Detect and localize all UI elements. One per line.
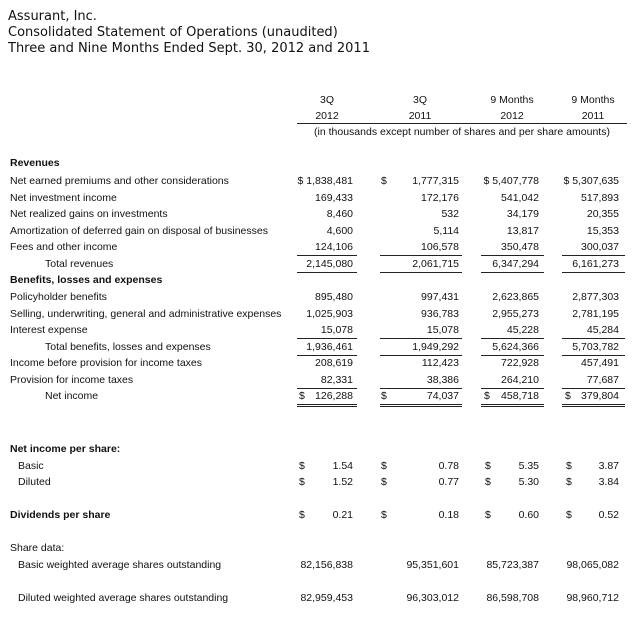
cell-c3: 2,955,273 [492,308,539,320]
eps-heading: Net income per share: [10,443,121,455]
cell-c3: 350,478 [501,241,539,253]
row-label: Net earned premiums and other considerations [10,175,229,187]
cell-c3: 2,623,865 [492,291,539,303]
cell-c3: 5,624,366 [492,341,539,353]
cell-c4: 77,687 [586,374,619,386]
total-rule [562,355,625,356]
cell-c3: 34,179 [506,208,539,220]
subtotal-rule [562,338,625,339]
double-rule [562,404,625,407]
cell-c1: 169,433 [315,192,353,204]
dividends-label: Dividends per share [10,509,111,521]
cell-c1: 82,959,453 [300,592,353,604]
cell-c2: 95,351,601 [406,559,459,571]
subtotal-rule [380,338,462,339]
period-subtitle: Three and Nine Months Ended Sept. 30, 2012 and 2011 [8,41,370,56]
cell-c4: 2,877,303 [572,291,619,303]
cell-c2: 936,783 [421,308,459,320]
subtotal-rule [297,338,357,339]
cell-c1: 2,145,080 [306,258,353,270]
cell-c4: 3.84 [598,476,619,488]
col4-header-top: 9 Months [571,94,615,106]
dollar-sign: $ [566,509,572,521]
cell-c1: $ 1,838,481 [297,175,353,187]
total-rule [297,355,357,356]
cell-c2: 172,176 [421,192,459,204]
subtotal-rule [562,255,625,256]
cell-c3: 45,228 [506,324,539,336]
cell-c1: 0.21 [332,509,353,521]
cell-c3: 5.30 [518,476,539,488]
cell-c2: 96,303,012 [406,592,459,604]
dollar-sign: $ [485,460,491,472]
row-label: Amortization of deferred gain on disposal of businesses [10,225,268,237]
cell-c2: 38,386 [426,374,459,386]
row-label: Policyholder benefits [10,291,107,303]
cell-c2: 0.78 [438,460,459,472]
cell-c4: 517,893 [581,192,619,204]
cell-c2: 112,423 [421,357,459,369]
col3-header-top: 9 Months [490,94,534,106]
row-label: Interest expense [10,324,88,336]
dollar-sign: $ [565,390,571,402]
dollar-sign: $ [381,509,387,521]
cell-c2: 1,777,315 [412,175,459,187]
eps-diluted-label: Diluted [18,476,51,488]
cell-c4: 457,491 [581,357,619,369]
dollar-sign: $ [566,476,572,488]
subtotal-rule [562,388,625,389]
cell-c2: 0.77 [438,476,459,488]
dollar-sign: $ [381,390,387,402]
cell-c2: 997,431 [421,291,459,303]
col3-header-bottom: 2012 [500,110,524,122]
cell-c1: 82,156,838 [300,559,353,571]
cell-c1: 82,331 [320,374,353,386]
basic-shares-label: Basic weighted average shares outstanding [18,559,222,571]
cell-c3: 0.60 [518,509,539,521]
cell-c3: 5.35 [518,460,539,472]
subtotal-rule [380,255,462,256]
subtotal-rule [481,338,544,339]
col4-header-bottom: 2011 [581,110,605,122]
subtotal-rule [297,388,357,389]
cell-c4: 379,804 [581,390,619,402]
statement-title: Consolidated Statement of Operations (unaudited) [8,25,338,40]
cell-c3: 722,928 [501,357,539,369]
cell-c4: 5,703,782 [572,341,619,353]
dollar-sign: $ [299,509,305,521]
cell-c4: 0.52 [598,509,619,521]
subtotal-rule [481,255,544,256]
share-data-heading: Share data: [10,542,65,554]
cell-c4: 45,284 [586,324,619,336]
dollar-sign: $ [485,476,491,488]
total-rule [481,272,544,273]
cell-c1: 126,288 [315,390,353,402]
cell-c3: 13,817 [506,225,539,237]
dollar-sign: $ [484,390,490,402]
row-label: Provision for income taxes [10,374,134,386]
header-rule [297,123,627,124]
cell-c2: 532 [441,208,459,220]
net-income-label: Net income [45,390,99,402]
cell-c4: $ 5,307,635 [563,175,619,187]
cell-c4: 2,781,195 [572,308,619,320]
total-label: Total benefits, losses and expenses [45,341,211,353]
cell-c3: 458,718 [501,390,539,402]
col2-header-top: 3Q [412,94,427,106]
cell-c3: 6,347,294 [492,258,539,270]
cell-c1: 15,078 [320,324,353,336]
total-rule [481,355,544,356]
cell-c2: 106,578 [421,241,459,253]
double-rule [481,404,544,407]
cell-c2: 0.18 [438,509,459,521]
cell-c1: 4,600 [326,225,353,237]
cell-c1: 208,619 [315,357,353,369]
total-rule [562,272,625,273]
revenues-heading: Revenues [10,157,60,169]
cell-c4: 15,353 [586,225,619,237]
cell-c3: 264,210 [501,374,539,386]
cell-c4: 98,960,712 [566,592,619,604]
eps-basic-label: Basic [18,460,44,472]
double-rule [297,404,357,407]
cell-c4: 300,037 [581,241,619,253]
units-note: (in thousands except number of shares and per share amounts) [314,126,610,138]
cell-c1: 1,936,461 [306,341,353,353]
dollar-sign: $ [299,460,305,472]
row-label: Income before provision for income taxes [10,357,203,369]
cell-c3: 85,723,387 [486,559,539,571]
row-label: Net realized gains on investments [10,208,168,220]
cell-c2: 1,949,292 [412,341,459,353]
subtotal-rule [297,255,357,256]
col1-header-bottom: 2012 [315,110,339,122]
cell-c1: 1.54 [332,460,353,472]
cell-c1: 124,106 [315,241,353,253]
dollar-sign: $ [381,175,387,187]
subtotal-rule [481,388,544,389]
cell-c3: 86,598,708 [486,592,539,604]
total-label: Total revenues [45,258,114,270]
total-rule [380,355,462,356]
cell-c2: 5,114 [433,225,459,237]
total-rule [380,272,462,273]
dollar-sign: $ [381,476,387,488]
total-rule [297,272,357,273]
cell-c4: 3.87 [598,460,619,472]
cell-c1: 1,025,903 [306,308,353,320]
col2-header-bottom: 2011 [408,110,432,122]
company-name: Assurant, Inc. [8,9,97,24]
dollar-sign: $ [299,390,305,402]
double-rule [380,404,462,407]
cell-c2: 2,061,715 [412,258,459,270]
benefits-heading: Benefits, losses and expenses [10,274,163,286]
dollar-sign: $ [299,476,305,488]
cell-c3: $ 5,407,778 [483,175,539,187]
col1-header-top: 3Q [319,94,334,106]
cell-c2: 74,037 [426,390,459,402]
row-label: Selling, underwriting, general and administrative expenses [10,308,282,320]
dollar-sign: $ [381,460,387,472]
cell-c4: 6,161,273 [572,258,619,270]
subtotal-rule [380,388,462,389]
dollar-sign: $ [485,509,491,521]
cell-c3: 541,042 [501,192,539,204]
dollar-sign: $ [566,460,572,472]
row-label: Net investment income [10,192,117,204]
cell-c1: 1.52 [332,476,353,488]
cell-c2: 15,078 [426,324,459,336]
cell-c1: 895,480 [315,291,353,303]
cell-c1: 8,460 [326,208,353,220]
cell-c4: 20,355 [586,208,619,220]
row-label: Fees and other income [10,241,118,253]
diluted-shares-label: Diluted weighted average shares outstanding [18,592,229,604]
cell-c4: 98,065,082 [566,559,619,571]
